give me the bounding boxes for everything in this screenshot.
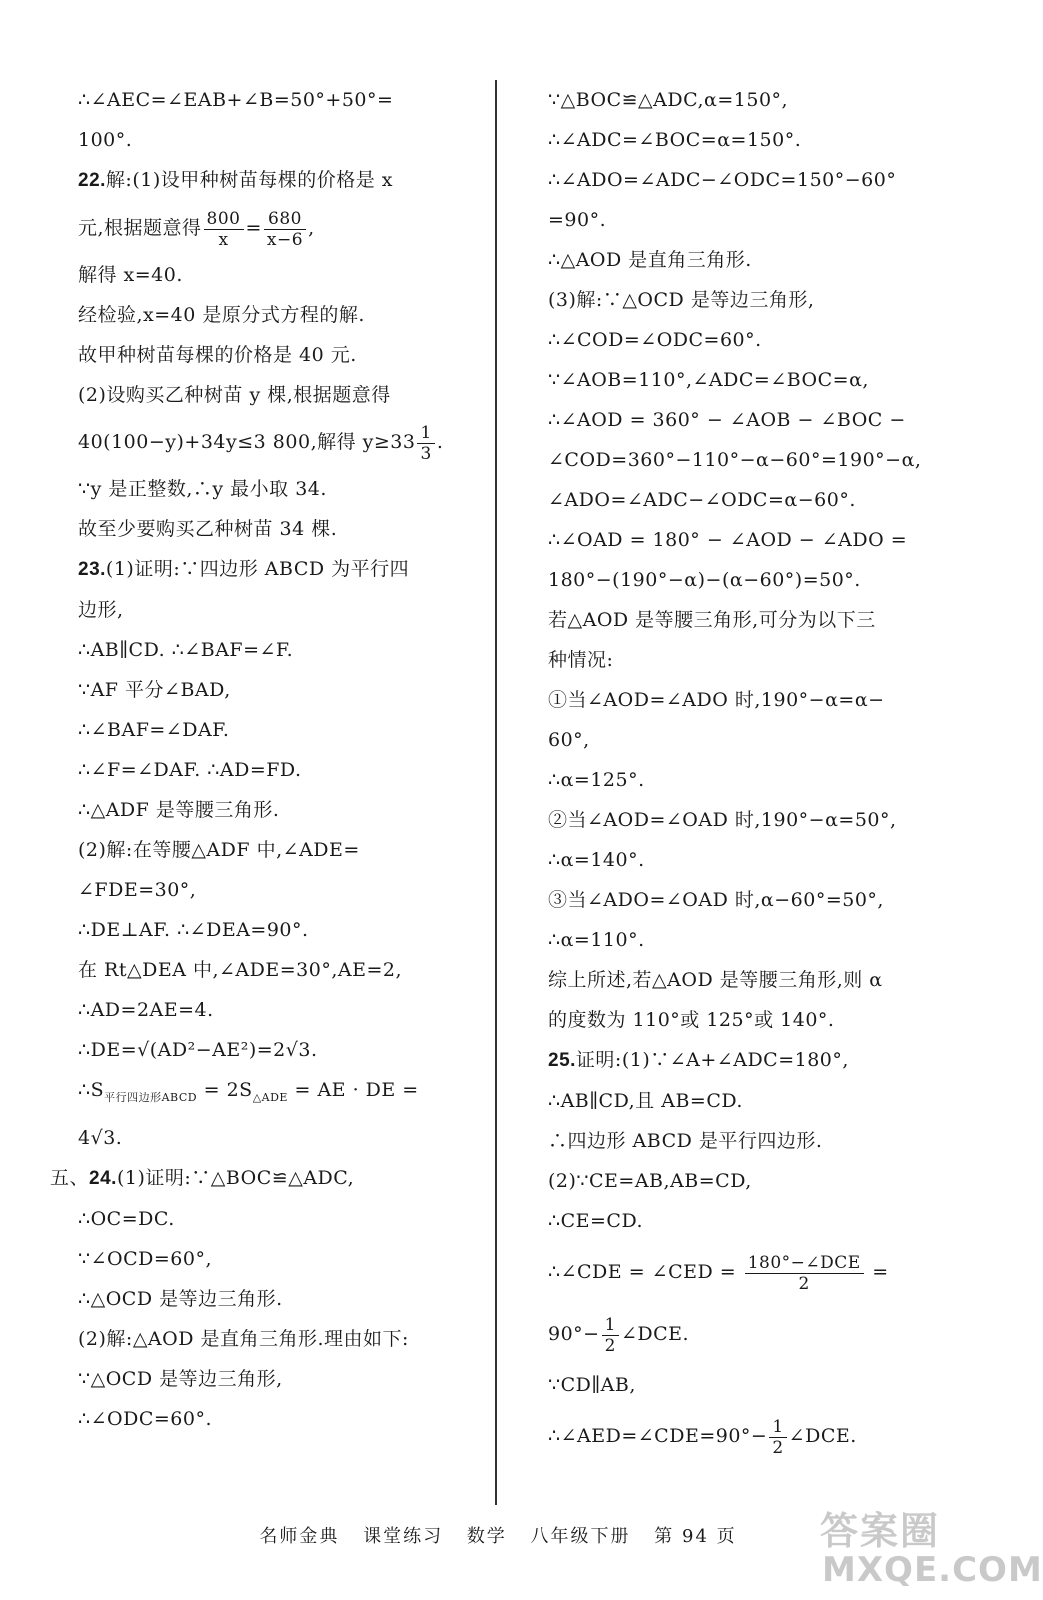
- text-line: 综上所述,若△AOD 是等腰三角形,则 α: [548, 969, 883, 991]
- fraction: $\frac{800}{x}$: [204, 209, 244, 250]
- text-line: ∴α=110°.: [548, 929, 645, 951]
- question-22-equation: 元,根据题意得 $\frac{800}{x}$ = $\frac{680}{x-6}$ ,: [78, 208, 315, 250]
- text-line: ∵CD∥AB,: [548, 1374, 636, 1396]
- conclusion-line: ∴∠AED=∠CDE=90°− $\frac{1}{2}$ ∠DCE.: [548, 1416, 857, 1458]
- text-line: ∴∠ODC=60°.: [78, 1407, 212, 1430]
- text-line: ∵∠AOB=110°,∠ADC=∠BOC=α,: [548, 369, 869, 391]
- right-column: [548, 80, 958, 1467]
- question-22-line: 22.解:(1)设甲种树苗每棵的价格是 x: [78, 169, 393, 191]
- text-line: ∴∠AEC=∠EAB+∠B=50°+50°=: [78, 89, 394, 111]
- text-line: =90°.: [548, 209, 607, 231]
- question-number: 22.: [78, 170, 106, 191]
- text-line: ∴△AOD 是直角三角形.: [548, 249, 752, 271]
- book-title: 名师金典: [259, 1526, 340, 1547]
- angle-equation-line: ∴∠CDE = ∠CED = $\frac{\text{180°−∠DCE}}{2}$ =: [548, 1252, 889, 1294]
- text-line: (2)设购买乙种树苗 y 棵,根据题意得: [78, 384, 391, 406]
- text-line: ∵∠OCD=60°,: [78, 1247, 212, 1270]
- text-line: ∴△OCD 是等边三角形.: [78, 1287, 283, 1310]
- text-line: (2)∵CE=AB,AB=CD,: [548, 1170, 752, 1192]
- watermark-url: MXQE.COM: [822, 1550, 1043, 1590]
- text-line: (2)解:△AOD 是直角三角形.理由如下:: [78, 1327, 409, 1350]
- text-line: ∵△OCD 是等边三角形,: [78, 1367, 283, 1390]
- text-line: ∴CE=CD.: [548, 1210, 644, 1232]
- text-line: 的度数为 110°或 125°或 140°.: [548, 1009, 835, 1031]
- text-line: ∴∠AOD = 360° − ∠AOB − ∠BOC −: [548, 409, 906, 431]
- text-line: ∴∠BAF=∠DAF.: [78, 719, 230, 741]
- question-number: 24.: [89, 1167, 117, 1189]
- fraction: $\frac{1}{3}$: [417, 423, 434, 464]
- text-line: ∴∠F=∠DAF. ∴AD=FD.: [78, 759, 302, 781]
- text-line: ∴AB∥CD. ∴∠BAF=∠F.: [78, 639, 294, 661]
- text-line: ∴OC=DC.: [78, 1207, 175, 1230]
- fraction: $\frac{1}{2}$: [602, 1315, 619, 1356]
- text-line: 180°−(190°−α)−(α−60°)=50°.: [548, 569, 861, 591]
- question-23-line: 23.(1)证明:∵四边形 ABCD 为平行四: [78, 558, 410, 580]
- text-line: (2)解:在等腰△ADF 中,∠ADE=: [78, 839, 360, 861]
- text-line: 60°,: [548, 729, 590, 751]
- text-line: 在 Rt△DEA 中,∠ADE=30°,AE=2,: [78, 959, 403, 981]
- text-line: 经检验,x=40 是原分式方程的解.: [78, 304, 365, 326]
- question-22-inequality: 40(100−y)+34y≤3 800,解得 y≥33 $\frac{1}{3}$ .: [78, 422, 444, 464]
- text-line: ∠FDE=30°,: [78, 879, 197, 901]
- question-25-line: 25.证明:(1)∵∠A+∠ADC=180°,: [548, 1049, 849, 1071]
- question-24-line: 五、24.(1)证明:∵△BOC≌△ADC,: [50, 1166, 355, 1189]
- text-line: 故至少要购买乙种树苗 34 棵.: [78, 518, 338, 540]
- subject-label: 数学: [466, 1526, 507, 1547]
- text-line: (3)解:∵△OCD 是等边三角形,: [548, 289, 815, 311]
- series-title: 课堂练习: [363, 1526, 444, 1547]
- text-line: ∴∠COD=∠ODC=60°.: [548, 329, 762, 351]
- text-line: ∵y 是正整数,∴y 最小取 34.: [78, 478, 327, 500]
- angle-result-line: 90°− $\frac{1}{2}$ ∠DCE.: [548, 1314, 690, 1356]
- grade-label: 八年级下册: [530, 1526, 631, 1547]
- text-line: ∴AB∥CD,且 AB=CD.: [548, 1090, 743, 1112]
- left-column: [50, 80, 478, 1439]
- watermark-text: 答案圈: [820, 1509, 941, 1553]
- area-formula-line: $\therefore S_{平行四边形ABCD} = 2S_{\triangle ADE}$ = AE · DE =: [78, 1079, 419, 1104]
- text-line: 种情况:: [548, 649, 614, 671]
- text-line: 若△AOD 是等腰三角形,可分为以下三: [548, 609, 876, 631]
- column-divider: [495, 80, 497, 1505]
- text-line: ∠COD=360°−110°−α−60°=190°−α,: [548, 449, 922, 471]
- watermark-logo: [820, 1500, 1043, 1595]
- text-line: 故甲种树苗每棵的价格是 40 元.: [78, 344, 357, 366]
- text-line: ∴∠OAD = 180° − ∠AOD − ∠ADO =: [548, 529, 908, 551]
- text-line: ∴△ADF 是等腰三角形.: [78, 799, 280, 821]
- fraction: $\frac{\text{180°−∠DCE}}{2}$: [745, 1253, 864, 1294]
- text-line: 4√3.: [78, 1126, 123, 1149]
- question-number: 25.: [548, 1050, 576, 1071]
- text-line: ∴∠ADO=∠ADC−∠ODC=150°−60°: [548, 169, 897, 191]
- text-line: ∴AD=2AE=4.: [78, 999, 214, 1021]
- text-line: ∴DE=√(AD²−AE²)=2√3.: [78, 1039, 318, 1061]
- text-line: ∴α=140°.: [548, 849, 645, 871]
- text-line: ∵△BOC≌△ADC,α=150°,: [548, 89, 789, 111]
- text-line: ∠ADO=∠ADC−∠ODC=α−60°.: [548, 489, 856, 511]
- page-number: 第 94 页: [654, 1526, 737, 1547]
- text-line: 100°.: [78, 129, 133, 151]
- text-line: 解得 x=40.: [78, 264, 183, 286]
- text-line: ①当∠AOD=∠ADO 时,190°−α=α−: [548, 689, 885, 711]
- text-line: ∴α=125°.: [548, 769, 645, 791]
- fraction: $\frac{680}{x-6}$: [264, 209, 306, 250]
- text-line: ②当∠AOD=∠OAD 时,190°−α=50°,: [548, 809, 897, 831]
- text-line: ③当∠ADO=∠OAD 时,α−60°=50°,: [548, 889, 884, 911]
- text-line: 边形,: [78, 599, 124, 621]
- text-line: ∵AF 平分∠BAD,: [78, 679, 231, 701]
- question-number: 23.: [78, 559, 106, 580]
- text-line: ∴DE⊥AF. ∴∠DEA=90°.: [78, 919, 309, 941]
- text-line: ∴四边形 ABCD 是平行四边形.: [548, 1130, 823, 1152]
- fraction: $\frac{1}{2}$: [769, 1417, 786, 1458]
- text-line: ∴∠ADC=∠BOC=α=150°.: [548, 129, 802, 151]
